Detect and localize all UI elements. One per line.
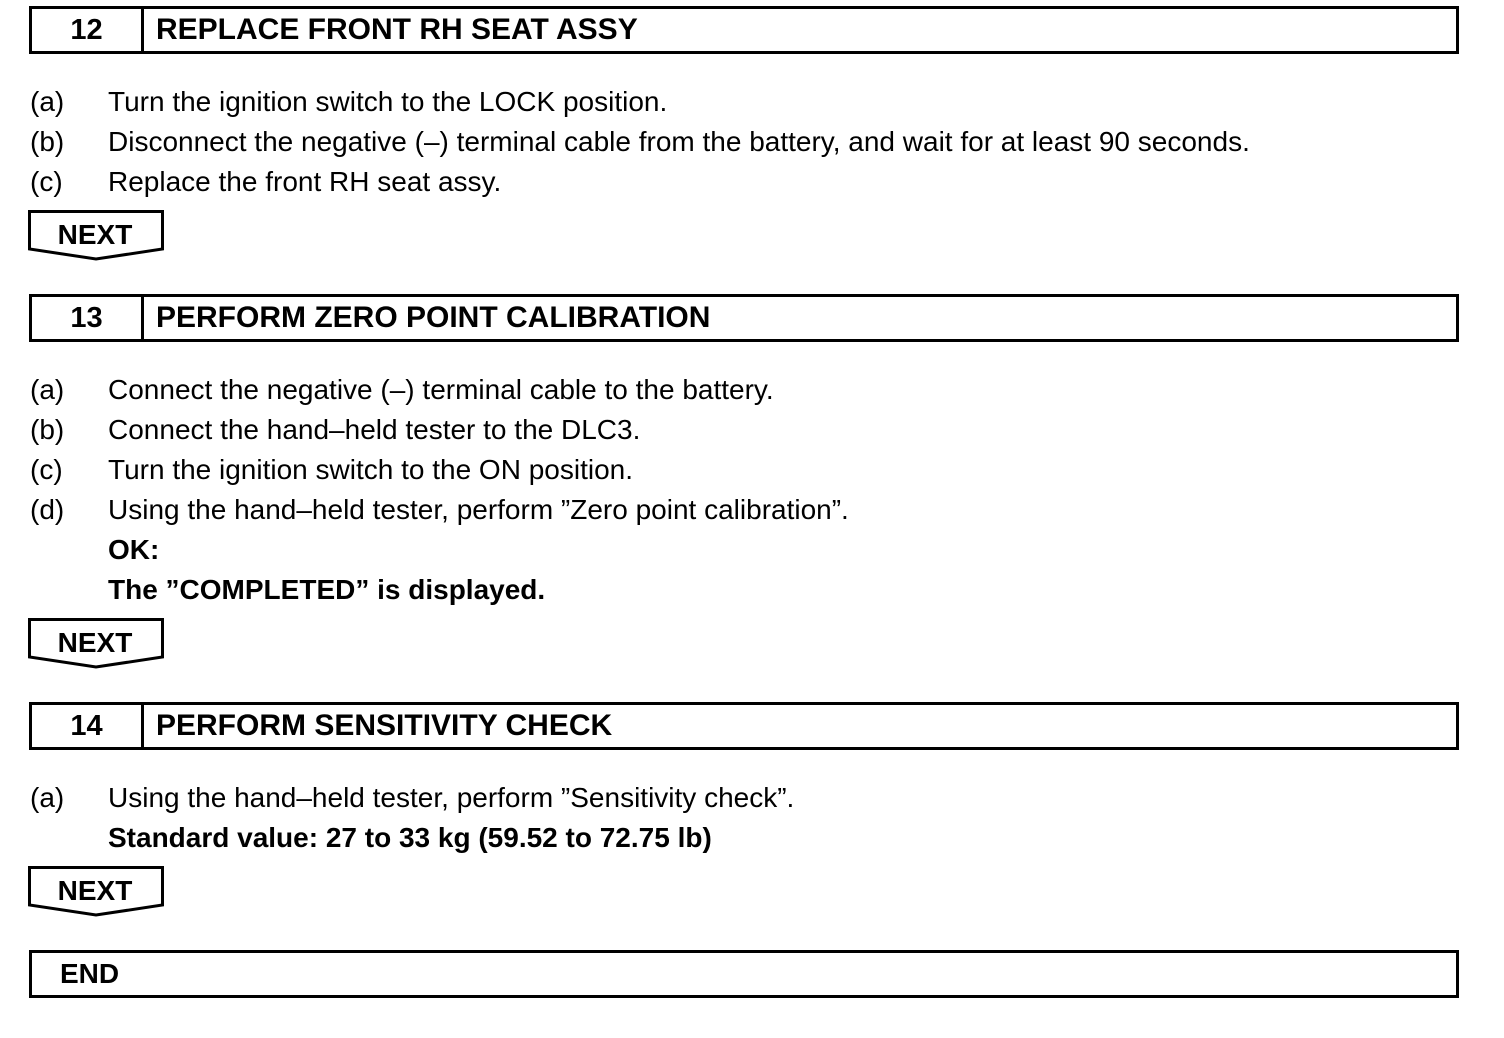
step-number: 12 [32,9,144,51]
next-label: NEXT [57,219,133,250]
step-14-header [29,702,1459,750]
step-number: 14 [32,705,144,747]
next-label: NEXT [57,875,133,906]
step-title: REPLACE FRONT RH SEAT ASSY [156,13,638,46]
item-text: Turn the ignition switch to the LOCK position. [108,86,668,117]
item-text: Connect the hand–held tester to the DLC3. [108,414,641,445]
item-marker: (a) [30,782,65,813]
standard-value: Standard value: 27 to 33 kg (59.52 to 72.75 lb) [108,822,712,853]
step-14-instructions [30,778,1470,858]
item-text: Turn the ignition switch to the ON position. [108,454,633,485]
step-number: 13 [32,297,144,339]
next-button[interactable] [28,618,166,670]
step-title: PERFORM ZERO POINT CALIBRATION [156,301,711,334]
instruction-item [30,490,1470,530]
item-marker: (c) [30,454,63,485]
item-marker: (d) [30,494,65,525]
instruction-item [30,410,1470,450]
instruction-item [30,162,1470,202]
instruction-item [30,778,1470,818]
step-13-instructions [30,370,1470,610]
next-button[interactable] [28,866,166,918]
item-marker: (b) [30,126,65,157]
next-button[interactable] [28,210,166,262]
item-text: Using the hand–held tester, perform ”Sensitivity check”. [108,782,795,813]
instruction-item [30,450,1470,490]
instruction-item [30,370,1470,410]
item-text: Replace the front RH seat assy. [108,166,502,197]
step-12-instructions [30,82,1470,202]
ok-label: OK: [108,534,160,565]
item-marker: (b) [30,414,65,445]
end-box: END [29,950,1459,998]
step-title: PERFORM SENSITIVITY CHECK [156,709,613,742]
ok-criteria: The ”COMPLETED” is displayed. [108,574,546,605]
step-12-header [29,6,1459,54]
item-marker: (a) [30,374,65,405]
item-marker: (c) [30,166,63,197]
step-13-header [29,294,1459,342]
instruction-item [30,122,1470,162]
next-label: NEXT [57,627,133,658]
item-text: Connect the negative (–) terminal cable to the battery. [108,374,774,405]
instruction-item [30,82,1470,122]
item-text: Using the hand–held tester, perform ”Zero point calibration”. [108,494,849,525]
item-text: Disconnect the negative (–) terminal cable from the battery, and wait for at least 90 seconds. [108,126,1250,157]
item-marker: (a) [30,86,65,117]
